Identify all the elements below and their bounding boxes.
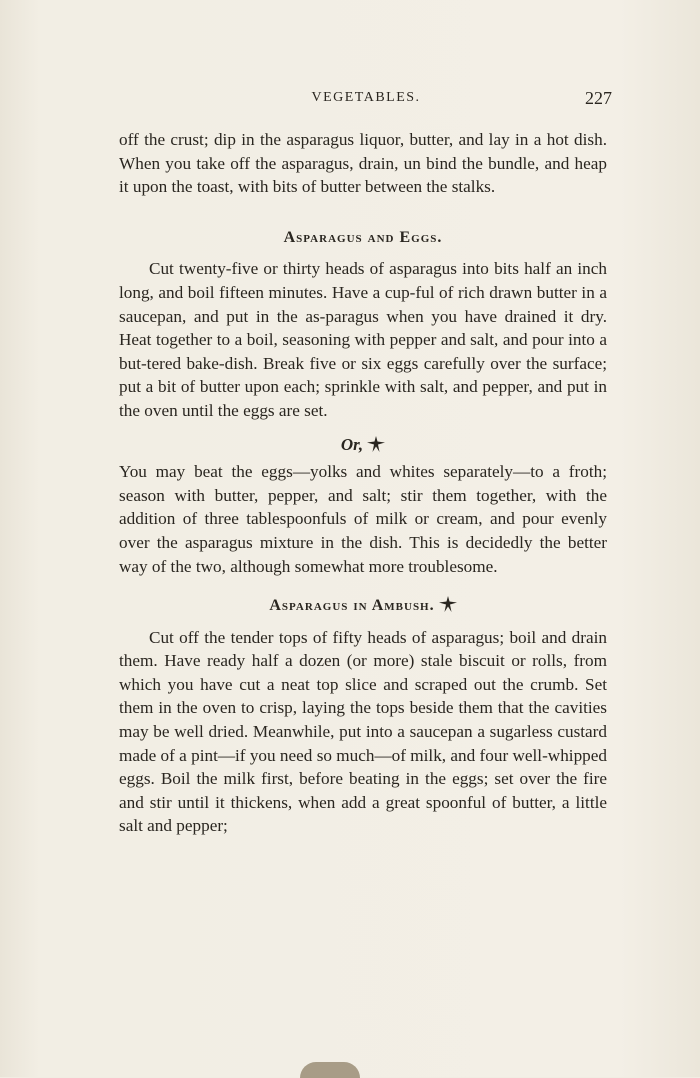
cross-pattee-icon [367,435,385,451]
heading-or [119,433,607,457]
running-head [120,88,612,112]
heading-text: Asparagus and Eggs. [283,228,443,246]
recipe-asparagus-and-eggs: Cut twenty-five or thirty heads of asparagus into bits half an inch long, and boil fifteen minutes. Have a cup-ful of rich drawn butter in a saucepan, and put in the as-paragus when you have drained it dry. Heat together to a boil, seasoning with pepper and salt, and pour into a but-tered bake-dish. Break five or six eggs carefully over the surface; put a bit of butter upon each; sprinkle with salt, and pepper, and put in the oven until the eggs are set. [119,259,607,420]
heading-text: Asparagus in Ambush. [269,597,435,615]
recipe-or: You may beat the eggs—yolks and whites separately—to a froth; season with butter, pepper, and salt; stir them together, with the addition of three tablespoonfuls of milk or cream, and pour evenly over the asparagus mixture in the dish. This is decidedly the better way of the two, although somewhat more troublesome. [119,462,607,576]
cross-pattee-icon [439,596,457,612]
heading-asparagus-in-ambush [119,594,607,618]
recipe-asparagus-in-ambush: Cut off the tender tops of fifty heads of asparagus; boil and drain them. Have ready half a dozen (or more) stale biscuit or rolls, from which you have cut a neat top slice and scraped out the crumb. Set them in the oven to crisp, laying the tops beside them that the cavities may be well dried. Meanwhile, put into a saucepan a sugarless custard made of a pint—if you need so much—of milk, and four well-whipped eggs. Boil the milk first, before beating in the eggs; set over the fire and stir until it thickens, when add a great spoonful of butter, a little salt and pepper; [119,627,607,836]
page-number: 227 [585,88,612,108]
page-stain [300,1062,360,1078]
heading-asparagus-and-eggs [119,226,607,250]
heading-text: Or, [340,434,364,454]
running-title: VEGETABLES. [311,90,421,105]
page-body [119,128,607,838]
intro-paragraph: off the crust; dip in the asparagus liquor, butter, and lay in a hot dish. When you take off the asparagus, drain, un bind the bundle, and heap it upon the toast, with bits of butter between the stalks. [119,130,607,197]
